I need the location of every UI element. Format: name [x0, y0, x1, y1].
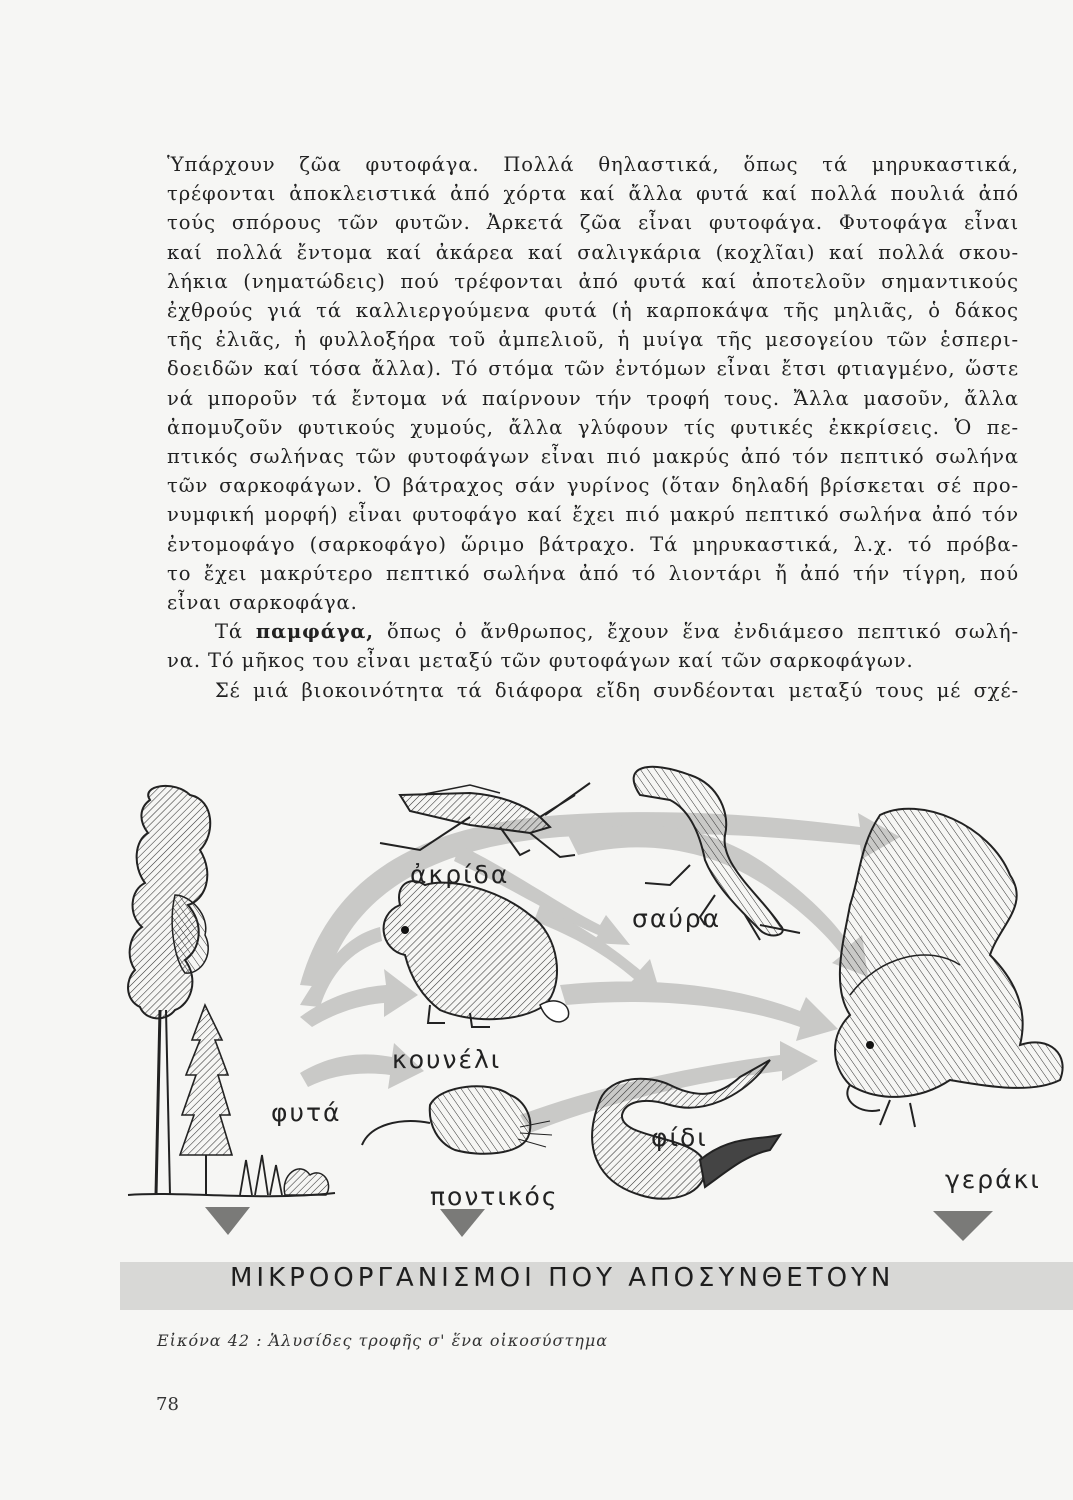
text-line: Σέ μιά βιοκοινότητα τά διάφορα εἴδη συνδέονται μεταξύ τους μέ σχέ-	[215, 678, 1019, 702]
text-line: το ἔχει μακρύτερο πεπτικό σωλήνα ἀπό τό λιοντάρι ἤ ἀπό τήν τίγρη, πού	[167, 561, 1019, 585]
label-plants: φυτά	[271, 1098, 342, 1127]
text-line: τῶν σαρκοφάγων. Ὁ βάτραχος σάν γυρίνος (ὅταν δηλαδή βρίσκεται σέ προ-	[167, 474, 1019, 498]
text-line: να. Τό μῆκος του εἶναι μεταξύ τῶν φυτοφάγων καί τῶν σαρκοφάγων.	[167, 649, 914, 673]
text-run: ὅπως ὁ ἄνθρωπος, ἔχουν ἕνα ἐνδιάμεσο πεπτικό σωλή-	[374, 620, 1019, 644]
text-line: πτικός σωλήνας τῶν φυτοφάγων εἶναι πιό μακρύς ἀπό τόν πεπτικό σωλήνα	[167, 445, 1019, 469]
label-grasshopper: ἀκρίδα	[410, 860, 510, 889]
mouse-illustration	[362, 1086, 552, 1153]
label-snake: φίδι	[651, 1123, 708, 1152]
label-hawk: γεράκι	[945, 1165, 1041, 1194]
text-line: τούς σπόρους τῶν φυτῶν. Ἀρκετά ζῶα εἶναι φυτοφάγα. Φυτοφάγα εἶναι	[167, 211, 1019, 235]
text-line: νυμφική μορφή) εἶναι φυτοφάγο καί ἔχει πιό μακρύ πεπτικό σωλήνα ἀπό τόν	[167, 503, 1019, 527]
hawk-illustration	[835, 809, 1063, 1127]
text-line: ἐχθρούς γιά τά καλλιεργούμενα φυτά (ἡ καρποκάψα τῆς μηλιᾶς, ὁ δάκος	[167, 299, 1019, 323]
down-arrow	[440, 1209, 485, 1237]
text-line: καί πολλά ἔντομα καί ἀκάρεα καί σαλιγκάρια (κοχλῖαι) καί πολλά σκου-	[167, 240, 1019, 264]
text-run: Τά	[215, 620, 256, 644]
text-line: τῆς ἐλιᾶς, ἡ φυλλοξήρα τοῦ ἀμπελιοῦ, ἡ μυίγα τῆς μεσογείου τῶν ἑσπερι-	[167, 328, 1019, 352]
down-arrow	[933, 1211, 993, 1241]
paragraph-omnivores	[167, 617, 1019, 646]
text-line: ἀπομυζοῦν φυτικούς χυμούς, ἄλλα γλύφουν τίς φυτικές ἐκκρίσεις. Ὁ πε-	[167, 415, 1019, 439]
text-line: Ὑπάρχουν ζῶα φυτοφάγα. Πολλά θηλαστικά, ὅπως τά μηρυκαστικά,	[167, 153, 1019, 176]
page-number: 78	[156, 1394, 179, 1415]
food-chain-figure	[0, 755, 1073, 1315]
figure-caption: Εἰκόνα 42 : Ἁλυσίδες τροφῆς σ' ἕνα οἰκοσύστημα	[157, 1331, 609, 1350]
down-arrow	[205, 1207, 250, 1235]
label-mouse: ποντικός	[430, 1182, 559, 1211]
text-line: εἶναι σαρκοφάγα.	[167, 591, 358, 615]
text-line: δοειδῶν καί τόσα ἄλλα). Τό στόμα τῶν ἐντόμων εἶναι ἔτσι φτιαγμένο, ὥστε	[167, 357, 1019, 381]
food-chain-arrows	[300, 812, 900, 1133]
food-chain-drawing	[0, 755, 1073, 1315]
text-line: νά μποροῦν τά ἔντομα νά παίρνουν τήν τροφή τους. Ἄλλα μασοῦν, ἄλλα	[167, 386, 1019, 410]
decomposers-label: ΜΙΚΡΟΟΡΓΑΝΙΣΜΟΙ ΠΟΥ ΑΠΟΣΥΝΘΕΤΟΥΝ	[230, 1263, 895, 1293]
text-line: λήκια (νηματώδεις) πού τρέφονται ἀπό φυτά καί ἀποτελοῦν σημαντικούς	[167, 269, 1019, 293]
label-lizard: σαύρα	[632, 904, 722, 933]
label-rabbit: κουνέλι	[392, 1045, 502, 1074]
bold-term: παμφάγα,	[255, 620, 374, 644]
text-line: ἐντομοφάγο (σαρκοφάγο) ὥριμο βάτραχο. Τά μηρυκαστικά, λ.χ. τό πρόβα-	[167, 532, 1019, 556]
text-line: τρέφονται ἀποκλειστικά ἀπό χόρτα καί ἄλλα φυτά καί πολλά πουλιά ἀπό	[167, 182, 1019, 206]
body-text	[167, 150, 1019, 705]
tree-illustration	[128, 786, 335, 1196]
decomposer-arrows	[205, 1207, 993, 1241]
